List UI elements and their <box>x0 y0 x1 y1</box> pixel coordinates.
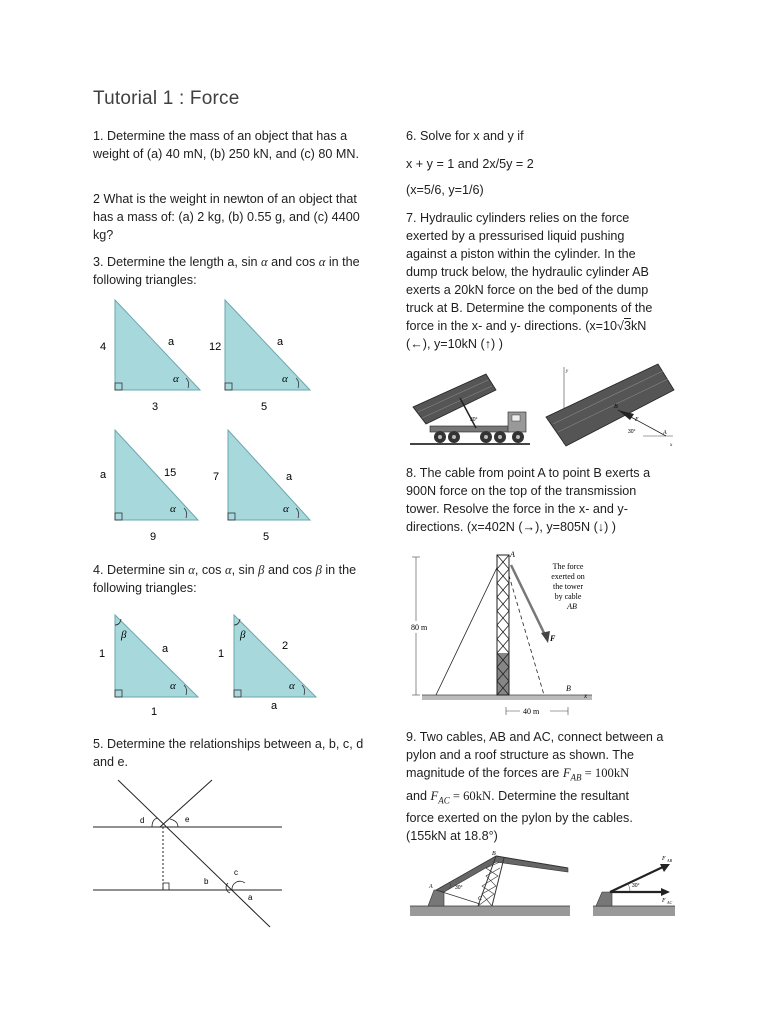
q9-line-5: force exerted on the pylon by the cables. <box>406 811 633 826</box>
q9-fac-sub: AC <box>438 795 450 806</box>
q9-fac: F <box>430 788 439 803</box>
q8-note-3: the tower <box>553 582 583 591</box>
triangle-4 <box>213 430 310 543</box>
q9-fig-fab-sub: AB <box>667 858 672 863</box>
q9-line-6: (155kN at 18.8°) <box>406 829 498 844</box>
q3-alpha: α <box>261 255 268 269</box>
q4-beta: β <box>258 563 265 577</box>
sqrt-symbol: √ <box>617 319 624 333</box>
q4-tri2-left: 1 <box>218 648 225 660</box>
q7-line-7 <box>406 317 696 335</box>
q4-tri2-alpha: α <box>289 680 295 692</box>
tri3-bottom: 9 <box>150 531 157 543</box>
q9-angle-2: 30° <box>632 883 640 889</box>
q8-label-x: x <box>584 692 588 700</box>
tri1-angle: α <box>173 373 179 385</box>
question-9 <box>406 728 701 845</box>
q4-alpha-2: α <box>224 563 232 577</box>
q7-line-2: exerted by a pressurised liquid pushing <box>406 229 625 243</box>
q4-tri1-bottom: 1 <box>151 706 158 718</box>
q7-label-b: B <box>614 404 618 410</box>
tri4-angle: α <box>283 503 289 515</box>
tri3-angle: α <box>170 503 176 515</box>
q8-note-1: The force <box>552 562 584 571</box>
tri4-left: 7 <box>213 471 220 483</box>
q8-line-2: 900N force on the top of the transmission <box>406 484 637 498</box>
tri4-bottom: 5 <box>263 531 270 543</box>
q7-label-x: x <box>670 443 673 448</box>
tri3-hyp: 15 <box>164 467 177 479</box>
tri1-hyp: a <box>168 336 175 348</box>
q9-line-3 <box>406 764 701 787</box>
tri1-left: 4 <box>100 341 107 353</box>
q4-tri1-beta: β <box>121 629 127 641</box>
q5-label-c: c <box>234 868 238 877</box>
q3-triangles-figure <box>90 290 330 550</box>
q9-fac-val: = 60kN <box>449 788 492 803</box>
q3-text-b: and cos <box>267 255 319 269</box>
q8-tower-figure <box>408 545 598 720</box>
q4-tri2-beta: β <box>240 629 246 641</box>
q9-label-b: B <box>492 851 496 857</box>
q7-line-7a: force in the x- and y- directions. (x=10 <box>406 319 618 333</box>
q5-lines-figure <box>90 775 290 935</box>
q7-label-a: A <box>663 430 667 436</box>
question-8 <box>406 464 696 536</box>
q4-triangles-figure <box>90 605 330 720</box>
q8-height: 80 m <box>411 623 428 632</box>
q7-dump-truck-figure <box>408 362 678 454</box>
q7-sqrt-arg: 3 <box>623 319 631 333</box>
q8-note-4: by cable <box>554 592 582 601</box>
q4-tri1-left: 1 <box>99 648 106 660</box>
tri1-bottom: 3 <box>152 401 159 413</box>
q9-fab-val: = 100kN <box>581 766 630 780</box>
tri2-hyp: a <box>277 336 284 348</box>
q7-line-8: (←), y=10kN (↑) ) <box>406 337 503 351</box>
q4-text-a: 4. Determine sin <box>93 563 189 577</box>
question-2: 2 What is the weight in newton of an object that has a mass of: (a) 2 kg, (b) 0.55 g, and (c) 4400 kg? <box>93 192 360 242</box>
q6-answer: (x=5/6, y=1/6) <box>406 183 484 197</box>
tri3-left: a <box>100 469 107 481</box>
q9-fig-fac: F <box>662 898 666 904</box>
q5-label-d: d <box>140 816 145 825</box>
q4-sep3: and cos <box>264 563 316 577</box>
q7-line-5: exerts a 20kN force on the bed of the dump <box>406 283 649 297</box>
q4-triangle-2 <box>218 615 316 712</box>
q7-label-f: F <box>635 417 639 423</box>
q8-width: 40 m <box>523 707 540 716</box>
q9-pylon-figure <box>408 848 678 920</box>
q8-note-2: exerted on <box>551 572 585 581</box>
q9-fig-fac-sub: AC <box>667 900 673 905</box>
question-1: 1. Determine the mass of an object that has a weight of (a) 40 mN, (b) 250 kN, and (c) 80 MN. <box>93 129 359 161</box>
q9-fab: F <box>562 766 571 780</box>
q4-tri1-hyp: a <box>162 643 169 655</box>
question-7 <box>406 209 696 353</box>
tri2-angle: α <box>282 373 288 385</box>
q9-fab-sub: AB <box>570 772 582 783</box>
q5-label-a: a <box>248 893 253 902</box>
q8-line-4: directions. (x=402N (→), y=805N (↓) ) <box>406 520 616 534</box>
q7-line-3: against a piston within the cylinder. In the <box>406 247 636 261</box>
q8-label-a: A <box>510 550 515 559</box>
q8-label-b: B <box>566 684 571 693</box>
question-6: 6. Solve for x and y if <box>406 129 524 143</box>
q8-note-5: AB <box>567 602 577 611</box>
q4-sep2: , sin <box>231 563 259 577</box>
triangle-3 <box>100 430 198 543</box>
page-title: Tutorial 1 : Force <box>93 88 240 109</box>
q3-text-c: in the following triangles: <box>93 255 360 287</box>
q4-triangle-1 <box>99 615 198 718</box>
q6-equation: x + y = 1 and 2x/5y = 2 <box>406 157 534 171</box>
q3-text-a: 3. Determine the length a, sin <box>93 255 262 269</box>
q3-alpha-2: α <box>318 255 326 269</box>
tri4-hyp: a <box>286 471 293 483</box>
q9-line-3a: magnitude of the forces are <box>406 766 563 780</box>
question-5: 5. Determine the relationships between a, b, c, d and e. <box>93 737 364 769</box>
q9-line-4 <box>406 787 701 810</box>
q7-line-1: 7. Hydraulic cylinders relies on the force <box>406 211 630 225</box>
q8-label-f: F <box>550 634 556 643</box>
q8-line-3: tower. Resolve the force in the x- and y- <box>406 502 628 516</box>
q4-sep1: , cos <box>194 563 225 577</box>
question-3 <box>93 253 368 289</box>
q7-line-7b: kN <box>630 319 647 333</box>
q7-angle-1: 30° <box>470 417 478 423</box>
q8-line-1: 8. The cable from point A to point B exerts a <box>406 466 651 480</box>
q7-line-4: dump truck below, the hydraulic cylinder AB <box>406 265 649 279</box>
triangle-2 <box>209 300 310 413</box>
q9-angle: 30° <box>455 885 463 891</box>
tri2-bottom: 5 <box>261 401 268 413</box>
triangle-1 <box>100 300 200 413</box>
question-4 <box>93 561 368 597</box>
q4-alpha: α <box>188 563 195 577</box>
q9-fig-fab: F <box>662 856 666 862</box>
q7-label-y: y <box>566 369 569 374</box>
tri2-left: 12 <box>209 341 222 353</box>
q5-label-e: e <box>185 815 190 824</box>
q7-angle-2: 30° <box>628 429 636 435</box>
q7-line-6: truck at B. Determine the components of the <box>406 301 653 315</box>
q4-tri1-alpha: α <box>170 680 176 692</box>
q5-label-b: b <box>204 877 209 886</box>
q9-label-c: C <box>478 896 483 902</box>
q9-line-4a: and <box>406 788 431 803</box>
q9-line-2: pylon and a roof structure as shown. The <box>406 748 634 762</box>
q4-tri2-hyp: 2 <box>282 640 289 652</box>
q9-label-a: A <box>429 884 433 890</box>
q9-line-4b: . Determine the resultant <box>491 788 630 803</box>
q4-tri2-bottom: a <box>271 700 278 712</box>
q4-text-c: in the following triangles: <box>93 563 357 595</box>
q4-beta-2: β <box>315 563 322 577</box>
q9-line-1: 9. Two cables, AB and AC, connect between a <box>406 730 664 744</box>
